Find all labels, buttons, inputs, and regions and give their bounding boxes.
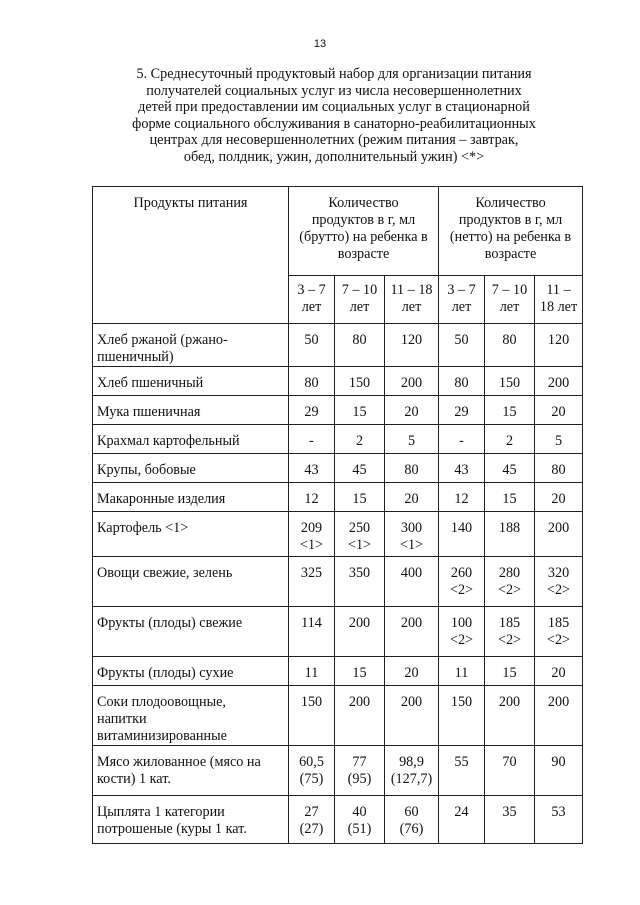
quantity-cell xyxy=(485,396,535,425)
quantity-line: 188 xyxy=(498,520,521,536)
product-name-cell xyxy=(93,657,289,686)
quantity-line: 325 xyxy=(300,565,323,581)
age-header-line: лет xyxy=(301,299,322,315)
quantity-cell xyxy=(535,454,583,483)
quantity-line: 20 xyxy=(404,491,419,507)
quantity-line: (75) xyxy=(299,771,324,787)
quantity-line: - xyxy=(459,433,464,449)
quantity-cell xyxy=(385,454,439,483)
quantity-line: 185 xyxy=(498,615,521,631)
quantity-cell xyxy=(485,746,535,796)
header-line: возрасте xyxy=(484,246,537,262)
heading-line: 5. Среднесуточный продуктовый набор для организации питания xyxy=(136,66,532,82)
quantity-cell xyxy=(385,686,439,746)
quantity-line: 12 xyxy=(304,491,319,507)
heading-line: обед, полдник, ужин, дополнительный ужин) <*> xyxy=(183,148,485,165)
quantity-line: 300 xyxy=(400,520,423,536)
age-header-line: 3 – 7 xyxy=(447,282,476,298)
table-row xyxy=(93,657,583,686)
quantity-cell xyxy=(385,512,439,557)
quantity-line: 29 xyxy=(304,404,319,420)
quantity-line: 20 xyxy=(551,491,566,507)
quantity-cell xyxy=(439,396,485,425)
age-header xyxy=(335,276,385,324)
quantity-cell xyxy=(439,557,485,607)
food-norms-table xyxy=(92,186,583,844)
quantity-cell xyxy=(289,367,335,396)
table-row xyxy=(93,686,583,746)
quantity-line: 53 xyxy=(551,804,566,820)
quantity-cell xyxy=(335,746,385,796)
quantity-cell xyxy=(335,557,385,607)
product-name-line: Овощи свежие, зелень xyxy=(97,565,233,581)
heading-line: детей при предоставлении им социальных услуг в стационарной xyxy=(138,99,530,115)
quantity-cell xyxy=(385,557,439,607)
product-name-line: кости) 1 кат. xyxy=(97,771,171,787)
quantity-cell xyxy=(289,396,335,425)
age-header xyxy=(385,276,439,324)
quantity-line: 45 xyxy=(502,462,517,478)
quantity-line: 60,5 xyxy=(299,754,324,770)
quantity-cell xyxy=(439,454,485,483)
quantity-line: 15 xyxy=(352,665,367,681)
table-row xyxy=(93,796,583,844)
products-column-header: Продукты питания xyxy=(93,187,289,324)
age-header-line: 3 – 7 xyxy=(297,282,326,298)
quantity-line: 24 xyxy=(454,804,469,820)
product-name-cell xyxy=(93,557,289,607)
quantity-cell xyxy=(535,483,583,512)
quantity-cell xyxy=(335,657,385,686)
quantity-line: 70 xyxy=(502,754,517,770)
product-name-cell xyxy=(93,454,289,483)
header-line: возрасте xyxy=(337,246,390,262)
quantity-line: 90 xyxy=(551,754,566,770)
table-row xyxy=(93,396,583,425)
quantity-line: 400 xyxy=(400,565,423,581)
quantity-cell xyxy=(289,746,335,796)
quantity-line: 260 xyxy=(450,565,473,581)
product-name-cell xyxy=(93,746,289,796)
heading-line: центрах для несовершеннолетних (режим питания – завтрак, xyxy=(149,132,519,148)
quantity-line: <2> xyxy=(546,582,571,598)
header-line: Количество xyxy=(475,195,546,211)
quantity-cell xyxy=(485,425,535,454)
quantity-cell xyxy=(485,607,535,657)
quantity-cell xyxy=(485,657,535,686)
quantity-cell xyxy=(335,396,385,425)
product-name-line: Фрукты (плоды) сухие xyxy=(97,665,234,681)
table-row xyxy=(93,367,583,396)
age-header-line: 7 – 10 xyxy=(341,282,378,298)
table-row xyxy=(93,557,583,607)
product-name-cell xyxy=(93,367,289,396)
quantity-line: 200 xyxy=(547,694,570,710)
quantity-cell xyxy=(535,686,583,746)
table-row xyxy=(93,607,583,657)
age-header xyxy=(289,276,335,324)
age-header-line: 18 лет xyxy=(539,299,578,315)
product-name-line: Мука пшеничная xyxy=(97,404,201,420)
quantity-line: <1> xyxy=(399,537,424,553)
quantity-cell xyxy=(289,607,335,657)
quantity-cell xyxy=(289,796,335,844)
product-name-line: Соки плодоовощные, xyxy=(97,694,226,710)
header-line: (брутто) на ребенка в xyxy=(299,229,428,245)
quantity-line: 120 xyxy=(400,332,423,348)
quantity-line: (76) xyxy=(399,821,424,837)
quantity-cell xyxy=(385,324,439,367)
quantity-line: 15 xyxy=(502,491,517,507)
quantity-line: 77 xyxy=(352,754,367,770)
quantity-line: 29 xyxy=(454,404,469,420)
product-name-cell xyxy=(93,512,289,557)
product-name-line: Крахмал картофельный xyxy=(97,433,240,449)
quantity-cell xyxy=(335,607,385,657)
quantity-line: 15 xyxy=(502,404,517,420)
quantity-line: 12 xyxy=(454,491,469,507)
product-name-cell xyxy=(93,324,289,367)
quantity-line: 11 xyxy=(304,665,319,681)
quantity-line: 55 xyxy=(454,754,469,770)
quantity-line: - xyxy=(309,433,314,449)
quantity-cell xyxy=(385,483,439,512)
quantity-line: <1> xyxy=(299,537,324,553)
quantity-cell xyxy=(385,396,439,425)
quantity-cell xyxy=(385,607,439,657)
quantity-line: 150 xyxy=(450,694,473,710)
table-row xyxy=(93,454,583,483)
product-name-line: Картофель <1> xyxy=(97,520,189,536)
quantity-cell xyxy=(485,367,535,396)
table-row xyxy=(93,483,583,512)
quantity-line: (95) xyxy=(347,771,372,787)
quantity-line: 50 xyxy=(454,332,469,348)
quantity-cell xyxy=(439,686,485,746)
quantity-cell xyxy=(535,607,583,657)
quantity-line: 200 xyxy=(348,694,371,710)
quantity-line: 20 xyxy=(404,404,419,420)
product-name-cell xyxy=(93,686,289,746)
quantity-line: 5 xyxy=(407,433,416,449)
quantity-line: 200 xyxy=(348,615,371,631)
quantity-cell xyxy=(535,425,583,454)
net-group-header xyxy=(439,187,583,276)
quantity-line: 50 xyxy=(304,332,319,348)
age-header xyxy=(439,276,485,324)
heading-line: получателей социальных услуг из числа несовершеннолетних xyxy=(146,82,522,99)
quantity-line: (127,7) xyxy=(390,771,433,787)
page-number: 13 xyxy=(313,38,327,50)
quantity-cell xyxy=(385,657,439,686)
quantity-cell xyxy=(485,454,535,483)
quantity-line: <2> xyxy=(449,582,474,598)
product-name-cell xyxy=(93,607,289,657)
quantity-line: (27) xyxy=(299,821,324,837)
product-name-cell xyxy=(93,425,289,454)
quantity-line: 320 xyxy=(547,565,570,581)
gross-group-header xyxy=(289,187,439,276)
product-name-cell xyxy=(93,796,289,844)
quantity-cell xyxy=(289,512,335,557)
quantity-line: 80 xyxy=(352,332,367,348)
quantity-line: 27 xyxy=(304,804,319,820)
quantity-line: 120 xyxy=(547,332,570,348)
quantity-cell xyxy=(335,796,385,844)
age-header xyxy=(485,276,535,324)
quantity-cell xyxy=(535,324,583,367)
quantity-line: 15 xyxy=(352,404,367,420)
quantity-line: 150 xyxy=(498,375,521,391)
product-name-line: Мясо жилованное (мясо на xyxy=(97,754,261,770)
quantity-line: 140 xyxy=(450,520,473,536)
quantity-cell xyxy=(535,396,583,425)
product-name-line: Макаронные изделия xyxy=(97,491,226,507)
quantity-line: 20 xyxy=(404,665,419,681)
age-header-line: лет xyxy=(401,299,422,315)
quantity-line: 280 xyxy=(498,565,521,581)
quantity-line: 200 xyxy=(547,520,570,536)
quantity-cell xyxy=(485,796,535,844)
quantity-line: 350 xyxy=(348,565,371,581)
product-name-line: Крупы, бобовые xyxy=(97,462,196,478)
quantity-line: 209 xyxy=(300,520,323,536)
quantity-line: <2> xyxy=(497,582,522,598)
quantity-cell xyxy=(385,796,439,844)
quantity-line: 43 xyxy=(454,462,469,478)
quantity-cell xyxy=(289,483,335,512)
quantity-cell xyxy=(485,512,535,557)
quantity-line: <1> xyxy=(347,537,372,553)
quantity-cell xyxy=(535,367,583,396)
age-header-line: 7 – 10 xyxy=(491,282,528,298)
quantity-cell xyxy=(335,512,385,557)
quantity-line: 200 xyxy=(547,375,570,391)
product-name-line: Хлеб пшеничный xyxy=(97,375,204,391)
quantity-cell xyxy=(335,425,385,454)
quantity-line: 100 xyxy=(450,615,473,631)
quantity-cell xyxy=(385,746,439,796)
age-header-line: лет xyxy=(499,299,520,315)
quantity-cell xyxy=(289,324,335,367)
quantity-line: 80 xyxy=(304,375,319,391)
quantity-cell xyxy=(385,425,439,454)
quantity-line: 2 xyxy=(505,433,514,449)
quantity-cell xyxy=(335,686,385,746)
quantity-line: 5 xyxy=(554,433,563,449)
quantity-cell xyxy=(335,367,385,396)
quantity-cell xyxy=(535,512,583,557)
quantity-line: 150 xyxy=(348,375,371,391)
quantity-cell xyxy=(289,657,335,686)
product-name-line: витаминизированные xyxy=(97,728,227,744)
quantity-line: 40 xyxy=(352,804,367,820)
quantity-line: 15 xyxy=(502,665,517,681)
header-line: продуктов в г, мл xyxy=(311,212,416,228)
quantity-cell xyxy=(335,324,385,367)
quantity-cell xyxy=(439,512,485,557)
quantity-line: 80 xyxy=(551,462,566,478)
quantity-line: 200 xyxy=(498,694,521,710)
quantity-line: 200 xyxy=(400,375,423,391)
quantity-cell xyxy=(439,483,485,512)
quantity-cell xyxy=(439,425,485,454)
quantity-line: <2> xyxy=(546,632,571,648)
table-row xyxy=(93,512,583,557)
product-name-line: напитки xyxy=(97,711,147,727)
quantity-cell xyxy=(485,483,535,512)
quantity-cell xyxy=(439,657,485,686)
quantity-line: 60 xyxy=(404,804,419,820)
age-header-line: 11 – xyxy=(546,282,571,298)
quantity-cell xyxy=(439,367,485,396)
product-name-line: пшеничный) xyxy=(97,349,174,365)
quantity-line: <2> xyxy=(449,632,474,648)
quantity-cell xyxy=(439,324,485,367)
quantity-cell xyxy=(385,367,439,396)
quantity-line: (51) xyxy=(347,821,372,837)
quantity-cell xyxy=(289,425,335,454)
quantity-cell xyxy=(335,483,385,512)
age-header-line: 11 – 18 xyxy=(390,282,433,298)
product-name-line: потрошеные (куры 1 кат. xyxy=(97,821,247,837)
quantity-line: 11 xyxy=(454,665,469,681)
quantity-line: 80 xyxy=(454,375,469,391)
quantity-line: 200 xyxy=(400,694,423,710)
quantity-line: 98,9 xyxy=(399,754,424,770)
header-line: (нетто) на ребенка в xyxy=(449,229,572,245)
table-row xyxy=(93,425,583,454)
quantity-cell xyxy=(439,746,485,796)
quantity-line: 43 xyxy=(304,462,319,478)
quantity-cell xyxy=(289,454,335,483)
table-row xyxy=(93,746,583,796)
age-header-line: лет xyxy=(451,299,472,315)
product-name-cell xyxy=(93,396,289,425)
quantity-line: 35 xyxy=(502,804,517,820)
age-header-line: лет xyxy=(349,299,370,315)
quantity-line: <2> xyxy=(497,632,522,648)
quantity-line: 20 xyxy=(551,404,566,420)
quantity-line: 150 xyxy=(300,694,323,710)
header-line: Количество xyxy=(328,195,399,211)
quantity-line: 80 xyxy=(404,462,419,478)
quantity-line: 185 xyxy=(547,615,570,631)
quantity-line: 45 xyxy=(352,462,367,478)
quantity-cell xyxy=(289,557,335,607)
quantity-cell xyxy=(485,324,535,367)
product-name-cell xyxy=(93,483,289,512)
section-heading xyxy=(100,66,568,165)
quantity-cell xyxy=(289,686,335,746)
quantity-cell xyxy=(485,686,535,746)
quantity-cell xyxy=(535,557,583,607)
quantity-cell xyxy=(439,796,485,844)
quantity-line: 114 xyxy=(301,615,322,631)
quantity-line: 80 xyxy=(502,332,517,348)
quantity-cell xyxy=(335,454,385,483)
quantity-cell xyxy=(535,746,583,796)
table-row xyxy=(93,324,583,367)
product-name-line: Фрукты (плоды) свежие xyxy=(97,615,243,631)
header-line: продуктов в г, мл xyxy=(458,212,563,228)
heading-line: форме социального обслуживания в санаторно-реабилитационных xyxy=(132,115,536,132)
quantity-cell xyxy=(439,607,485,657)
quantity-cell xyxy=(535,657,583,686)
quantity-line: 20 xyxy=(551,665,566,681)
product-name-line: Цыплята 1 категории xyxy=(97,804,225,820)
product-name-line: Хлеб ржаной (ржано- xyxy=(97,332,228,348)
quantity-line: 200 xyxy=(400,615,423,631)
quantity-line: 250 xyxy=(348,520,371,536)
quantity-cell xyxy=(535,796,583,844)
quantity-line: 15 xyxy=(352,491,367,507)
quantity-cell xyxy=(485,557,535,607)
quantity-line: 2 xyxy=(355,433,364,449)
age-header xyxy=(535,276,583,324)
